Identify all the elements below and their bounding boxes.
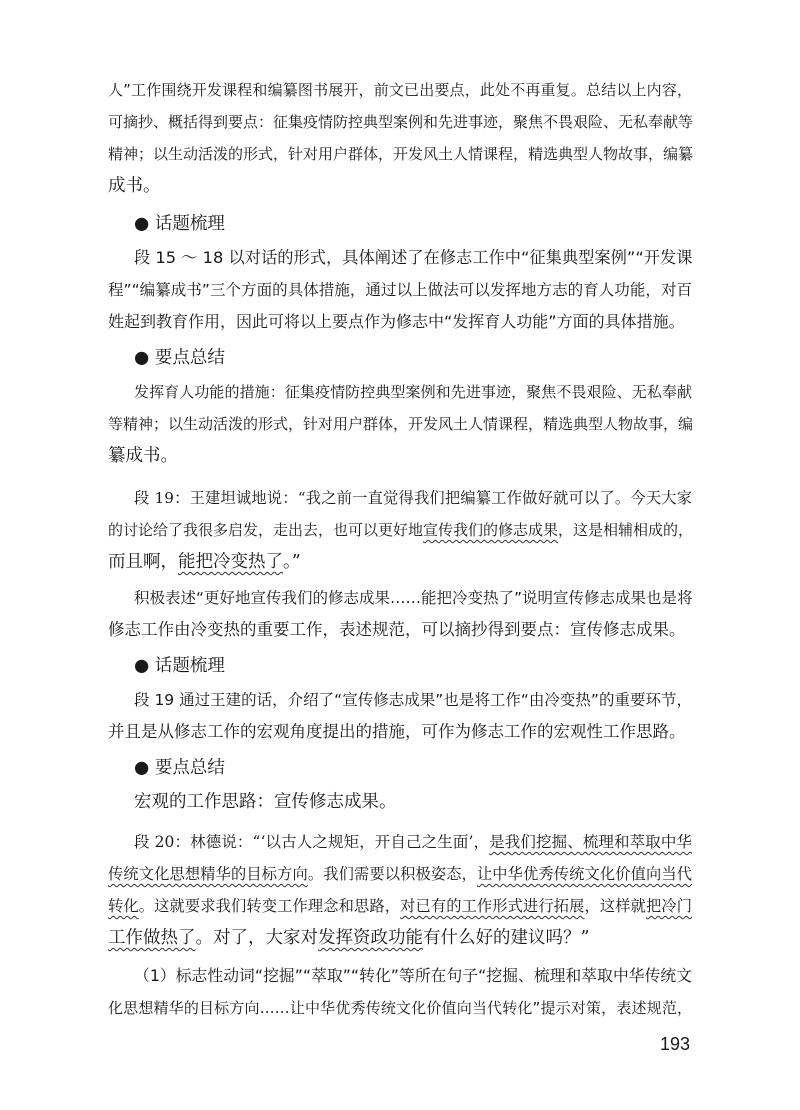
section-heading: ● 要点总结: [134, 758, 225, 778]
wavy-underlined-phrase: 传统文化思想精华的目标方向: [108, 865, 308, 883]
paragraph-line: 成书。: [108, 176, 161, 196]
wavy-underlined-phrase: 把冷门: [646, 897, 693, 915]
quote-text: 的讨论给了我很多启发，走出去，也可以更好地: [108, 521, 424, 539]
quote-text: 而且啊，: [108, 552, 178, 572]
quote-line: [134, 830, 692, 854]
quote-line: [108, 518, 692, 542]
quote-line: [108, 926, 692, 950]
wavy-underlined-phrase: 是我们挖掘、梳理和萃取中华: [489, 833, 692, 851]
quote-text: ，这样就: [584, 897, 647, 915]
section-heading: ● 话题梳理: [134, 656, 225, 676]
quote-text: ，这是相辅相成的，: [558, 521, 694, 539]
quote-text: 。我们需要以积极姿态，: [307, 865, 477, 883]
page-number: 193: [660, 1034, 691, 1054]
paragraph-line: 段 19 通过王建的话，介绍了“宣传修志成果”也是将工作“由冷变热”的重要环节，: [134, 691, 692, 709]
wavy-underlined-phrase: 转化: [108, 897, 139, 915]
paragraph-line: （1）标志性动词“挖掘”“萃取”“转化”等所在句子“挖掘、梳理和萃取中华传统文: [134, 966, 692, 985]
wavy-underlined-phrase: 宣传我们的修志成果: [423, 521, 559, 539]
paragraph-line: 程”“编纂成书”三个方面的具体措施，通过以上做法可以发挥地方志的育人功能，对百: [108, 281, 692, 299]
paragraph-line: 可摘抄、概括得到要点：征集疫情防控典型案例和先进事迹，聚焦不畏艰险、无私奉献等: [108, 113, 694, 131]
wavy-underlined-phrase: 能把冷变热了: [178, 552, 283, 572]
quote-line: [108, 894, 692, 918]
quote-text: 段 20：林德说：“‘以古人之规矩，开自己之生面’，: [134, 833, 490, 851]
quote-text: 有什么好的建议吗？”: [423, 928, 590, 948]
paragraph-line: 积极表述“更好地宣传我们的修志成果……能把冷变热了”说明宣传修志成果也是将: [134, 589, 693, 607]
wavy-underlined-phrase: 发挥资政功能: [318, 928, 423, 948]
paragraph-line: 宏观的工作思路：宣传修志成果。: [134, 792, 397, 812]
quote-line: [108, 550, 692, 574]
quote-text: 。”: [283, 552, 301, 572]
quote-line: 段 19：王建坦诚地说：“我之前一直觉得我们把编纂工作做好就可以了。今天大家: [134, 489, 692, 507]
paragraph-line: 人”工作围绕开发课程和编纂图书展开，前文已出要点，此处不再重复。总结以上内容，: [108, 81, 692, 99]
paragraph-line: 发挥育人功能的措施：征集疫情防控典型案例和先进事迹，聚焦不畏艰险、无私奉献: [134, 383, 692, 401]
paragraph-line: 段 15 ～ 18 以对话的形式，具体阐述了在修志工作中“征集典型案例”“开发课: [134, 248, 693, 267]
quote-text: 。这就要求我们转变工作理念和思路，: [138, 897, 401, 915]
paragraph-line: 修志工作由冷变热的重要工作，表述规范，可以摘抄得到要点：宣传修志成果。: [108, 620, 686, 639]
wavy-underlined-phrase: 让中华优秀传统文化价值向当代: [476, 865, 693, 883]
section-heading: ● 话题梳理: [134, 214, 225, 234]
paragraph-line: 等精神；以生动活泼的形式，针对用户群体，开发风土人情课程，精选典型人物故事，编: [108, 415, 694, 433]
paragraph-line: 姓起到教育作用，因此可将以上要点作为修志中“发挥育人功能”方面的具体措施。: [108, 312, 685, 331]
section-heading: ● 要点总结: [134, 348, 225, 368]
paragraph-line: 并且是从修志工作的宏观角度提出的措施，可作为修志工作的宏观性工作思路。: [108, 722, 686, 741]
quote-line: [108, 862, 692, 886]
paragraph-line: 化思想精华的目标方向……让中华优秀传统文化价值向当代转化”提示对策，表述规范，: [108, 999, 692, 1017]
paragraph-line: 纂成书。: [108, 446, 178, 466]
quote-text: 。对了，大家对: [195, 928, 318, 948]
wavy-underlined-phrase: 对已有的工作形式进行拓展: [400, 897, 585, 915]
paragraph-line: 精神；以生动活泼的形式，针对用户群体，开发风土人情课程，精选典型人物故事，编纂: [108, 145, 694, 163]
wavy-underlined-phrase: 工作做热了: [108, 928, 196, 948]
